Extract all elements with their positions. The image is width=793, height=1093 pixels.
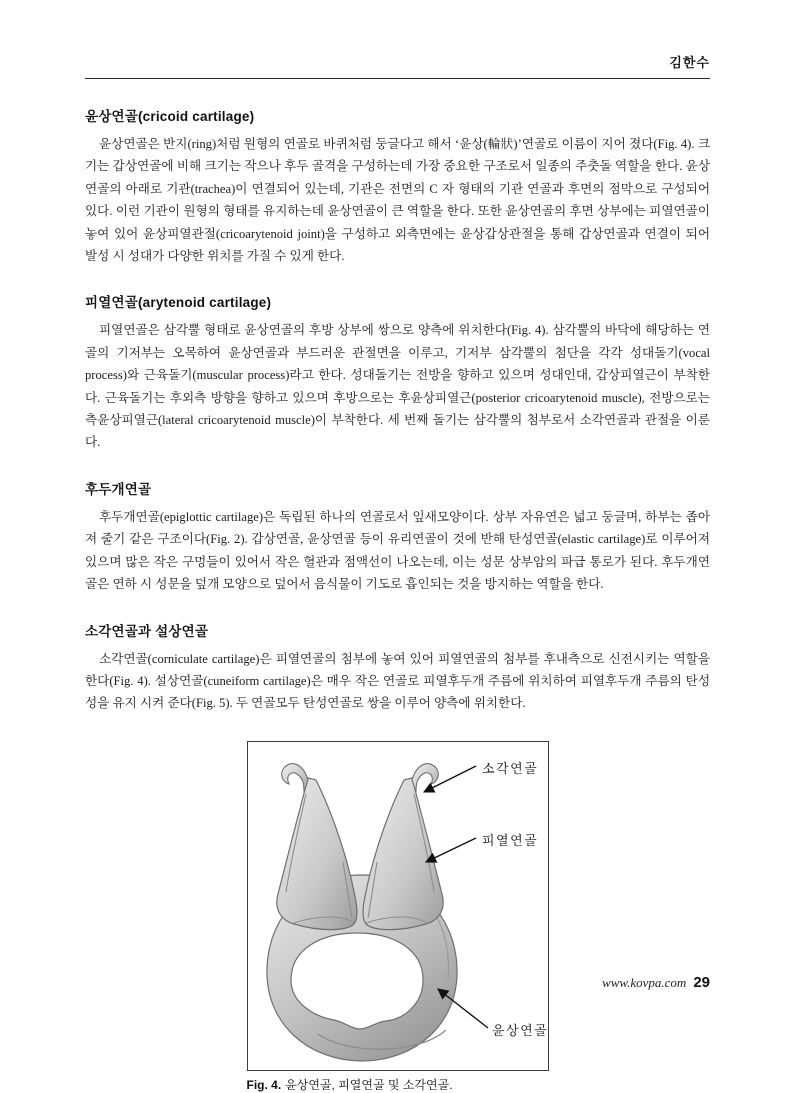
figure-caption-prefix: Fig. 4. [246, 1077, 282, 1092]
cricoid-label: 윤상연골 [491, 1022, 548, 1038]
section-epiglottic-cartilage [85, 478, 710, 596]
section-cricoid-cartilage [85, 105, 710, 267]
figure-4 [247, 741, 549, 1093]
footer-url: www.kovpa.com [602, 975, 687, 990]
article-body [85, 81, 710, 1093]
corniculate-label: 소각연골 [481, 760, 538, 776]
page-header [85, 52, 710, 79]
section-paragraph: 피열연골은 삼각뿔 형태로 윤상연골의 후방 상부에 쌍으로 양측에 위치한다(Fig. 4). 삼각뿔의 바닥에 해당하는 연골의 기저부는 오목하여 윤상연골과 부드러운 관절면을 이루고, 기저부 삼각뿔의 첨단을 각각 성대돌기(vocal process)와 근육돌기(muscular process)라고 한다. 성대돌기는 전방을 향하고 있으며 성대인대, 갑상피열근이 부착한다. 근육돌기는 후외측 방향을 향하고 있으며 후방으로는 후윤상피열근(posterior cricoarytenoid muscle), 전방으로는 측윤상피열근(lateral cricoarytenoid muscle)이 부착한다. 세 번째 돌기는 삼각뿔의 첨부로서 소각연골과 관절을 이룬다. [85, 323, 710, 450]
cartilage-illustration [248, 742, 548, 1070]
section-paragraph: 윤상연골은 반지(ring)처럼 원형의 연골로 바퀴처럼 둥글다고 해서 ‘윤상(輪狀)’연골로 이름이 지어 졌다(Fig. 4). 크기는 갑상연골에 비해 크기는 작으나 후두 골격을 구성하는데 가장 중요한 구조로서 일종의 주춧돌 역할을 한다. 윤상연골의 아래로 기관(trachea)이 연결되어 있는데, 기관은 전면의 C 자 형태의 기관 연골과 후면의 점막으로 구성되어 있다. 이런 기관이 원형의 형태를 유지하는데 윤상연골이 큰 역할을 한다. 또한 윤상연골의 후면 상부에는 피열연골이 놓여 있어 윤상피열관절(cricoarytenoid joint)을 구성하고 외측면에는 윤상갑상관절을 통해 갑상연골과 연결이 되어 발성 시 성대가 다양한 위치를 가질 수 있게 한다. [85, 137, 710, 264]
section-paragraph: 후두개연골(epiglottic cartilage)은 독립된 하나의 연골로서 잎새모양이다. 상부 자유연은 넓고 둥글며, 하부는 좁아져 줄기 같은 구조이다(Fig. 2). 갑상연골, 윤상연골 등이 유리연골이 것에 반해 탄성연골(elastic cartilage)로 이루어져 있으며 많은 작은 구멍들이 있어서 작은 혈관과 점액선이 나오는데, 이는 성문 상부암의 파급 통로가 된다. 후두개연골은 연하 시 성문을 덮개 모양으로 덮어서 음식물이 기도로 흡인되는 것을 방지하는 역할을 한다. [85, 509, 710, 592]
figure-image [247, 741, 549, 1071]
page-footer [602, 974, 710, 991]
section-title: 윤상연골(cricoid cartilage) [85, 109, 255, 124]
page-number: 29 [693, 974, 710, 991]
section-title: 소각연골과 설상연골 [85, 623, 209, 639]
section-corniculate-cuneiform-cartilage [85, 620, 710, 715]
arytenoid-left-shape [276, 763, 356, 929]
arytenoid-arrow [426, 838, 476, 862]
arytenoid-label: 피열연골 [481, 832, 538, 848]
author-name: 김한수 [669, 55, 710, 70]
figure-caption [247, 1076, 549, 1093]
section-title: 후두개연골 [85, 481, 152, 497]
section-title: 피열연골(arytenoid cartilage) [85, 295, 272, 311]
figure-caption-text: 윤상연골, 피열연골 및 소각연골. [285, 1077, 453, 1092]
section-paragraph: 소각연골(corniculate cartilage)은 피열연골의 첨부에 놓여 있어 피열연골의 첨부를 후내측으로 신전시키는 역할을 한다(Fig. 4). 설상연골(cuneiform cartilage)은 매우 작은 연골로 피열후두개 주름에 위치하여 피열후두개 주름의 탄성성을 유지 시켜 준다(Fig. 5). 두 연골모두 탄성연골로 쌍을 이루어 양측에 위치한다. [85, 651, 710, 711]
section-arytenoid-cartilage [85, 291, 710, 453]
header-rule [85, 78, 710, 79]
